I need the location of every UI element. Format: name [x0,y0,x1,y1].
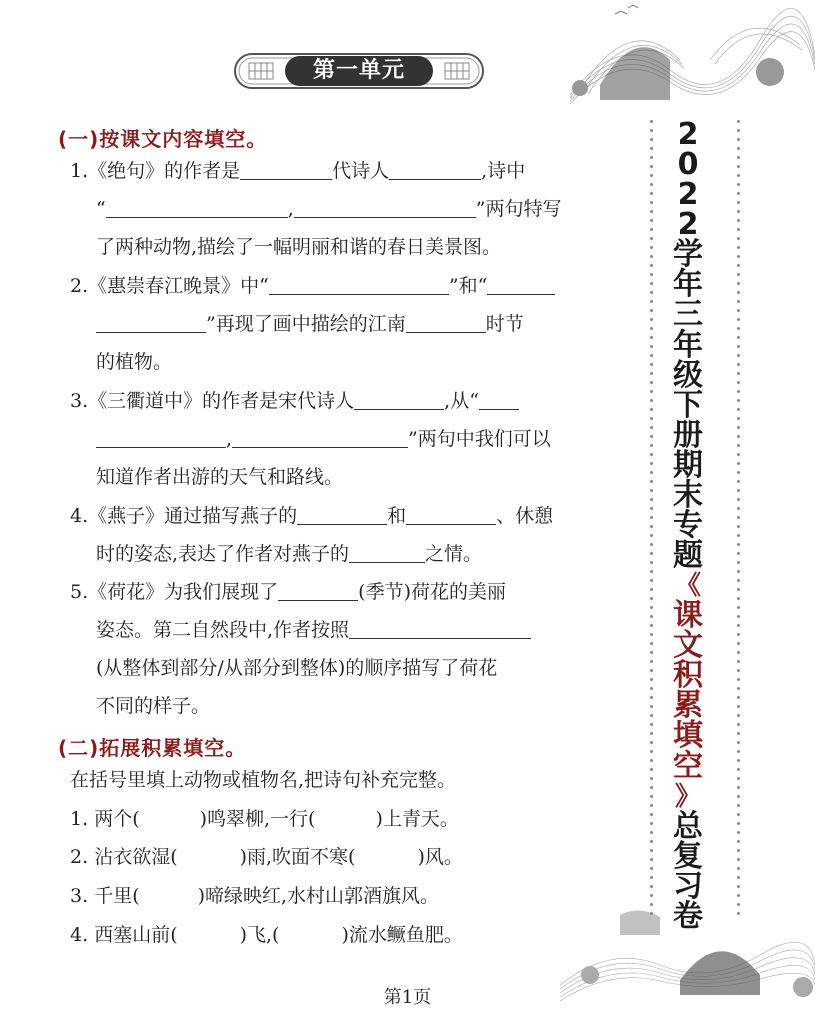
question-text: 《三衢道中》的作者是宋代诗人 [88,390,355,412]
answer-blank[interactable] [354,389,444,410]
rail-dot [737,678,740,681]
rail-dot [737,561,740,564]
rail-dot [737,138,740,141]
question-text: 姿态。第二自然段中,作者按照 [96,619,350,641]
rail-dot [737,165,740,168]
rail-dot [650,120,653,123]
dotted-rail-left [650,120,654,940]
rail-dot [650,480,653,483]
rail-dot [737,651,740,654]
rail-dot [650,318,653,321]
rail-dot [650,516,653,519]
poem-text: )啼绿映红,水村山郭酒旗风。 [197,885,440,907]
question-text: 了两种动物,描绘了一幅明丽和谐的春日美景图。 [96,236,502,258]
rail-dot [650,192,653,195]
vertical-title-char: 填 [673,718,703,754]
question-text: ”两句特写 [475,198,562,220]
rail-dot [650,534,653,537]
rail-dot [650,156,653,159]
rail-dot [650,552,653,555]
answer-blank[interactable] [106,197,288,218]
rail-dot [737,237,740,240]
rail-dot [650,642,653,645]
landscape-decoration-top [560,0,815,110]
rail-dot [737,633,740,636]
poem-text: )上青天。 [375,808,459,830]
rail-dot [737,354,740,357]
rail-dot [737,399,740,402]
rail-dot [650,669,653,672]
rail-dot [737,390,740,393]
rail-dot [737,516,740,519]
rail-dot [737,201,740,204]
rail-dot [650,696,653,699]
rail-dot [650,705,653,708]
rail-dot [737,804,740,807]
answer-blank[interactable] [294,197,476,218]
rail-dot [737,624,740,627]
rail-dot [737,903,740,906]
rail-dot [737,696,740,699]
rail-dot [650,174,653,177]
poem-item-1 [70,806,459,832]
rail-dot [737,120,740,123]
rail-dot [650,219,653,222]
question-text: ”和“ [448,275,488,297]
rail-dot [737,588,740,591]
question-3-line-3 [96,464,343,490]
question-text: , [226,428,233,450]
poem-text: )飞,( [239,924,280,946]
vertical-title-char: 《 [674,571,701,602]
question-2-line-1 [70,273,555,299]
rail-dot [650,606,653,609]
answer-blank[interactable] [349,618,531,639]
rail-dot [650,786,653,789]
poem-text: )雨,吹面不寒( [239,846,356,868]
vertical-title-char: 专 [673,507,703,543]
question-4-line-2 [96,541,482,567]
question-text: 知道作者出游的天气和路线。 [96,466,344,488]
rail-dot [650,813,653,816]
rail-dot [650,561,653,564]
rail-dot [737,687,740,690]
answer-blank[interactable] [232,427,408,448]
vertical-title-char: 》 [674,781,701,812]
section-2-instruction: 在括号里填上动物或植物名,把诗句补充完整。 [70,769,457,791]
poem-text: )风。 [417,846,463,868]
rail-dot [650,345,653,348]
rail-dot [737,426,740,429]
rail-dot [650,498,653,501]
vertical-title-char: 2 [677,207,699,243]
rail-dot [650,651,653,654]
question-5-line-4 [96,693,210,719]
rail-dot [650,354,653,357]
poem-text: 西塞山前( [94,924,178,946]
rail-dot [737,147,740,150]
rail-dot [650,390,653,393]
rail-dot [737,372,740,375]
rail-dot [737,219,740,222]
poem-text: 两个( [94,808,140,830]
rail-dot [737,768,740,771]
rail-dot [737,867,740,870]
vertical-series-title [666,118,710,933]
rail-dot [650,615,653,618]
rail-dot [737,129,740,132]
rail-dot [650,309,653,312]
rail-dot [650,624,653,627]
rail-dot [650,426,653,429]
question-text: 的植物。 [96,351,173,373]
rail-dot [737,435,740,438]
rail-dot [737,255,740,258]
vertical-title-char: 期 [673,447,703,483]
rail-dot [650,732,653,735]
answer-blank[interactable] [297,504,387,525]
rail-dot [650,885,653,888]
rail-dot [650,408,653,411]
question-text: 时的姿态,表达了作者对燕子的 [96,543,350,565]
vertical-title-char: 文 [673,628,703,664]
question-text: 代诗人 [332,160,390,182]
answer-blank[interactable] [96,312,206,333]
rail-dot [737,606,740,609]
rail-dot [737,327,740,330]
question-number: 1. [70,160,89,182]
rail-dot [737,831,740,834]
rail-dot [650,903,653,906]
rail-dot [737,741,740,744]
rail-dot [650,687,653,690]
answer-blank[interactable] [389,159,481,180]
unit-banner [233,51,485,91]
rail-dot [737,471,740,474]
question-text: , [287,198,294,220]
vertical-title-char: 题 [673,538,703,574]
rail-dot [737,849,740,852]
rail-dot [650,543,653,546]
rail-dot [737,570,740,573]
rail-dot [737,408,740,411]
question-number: 4. [70,924,89,946]
answer-blank[interactable] [349,542,425,563]
rail-dot [737,669,740,672]
rail-dot [650,579,653,582]
rail-dot [650,327,653,330]
question-text: 《荷花》为我们展现了 [88,581,279,603]
section-heading-extended-practice: (二)拓展积累填空。 [58,736,247,760]
rail-dot [650,372,653,375]
rail-dot [737,705,740,708]
question-3-line-1 [70,388,519,414]
question-5-line-1 [70,579,506,605]
question-text: ”再现了画中描绘的江南 [206,313,406,335]
question-1-line-1 [70,158,525,184]
vertical-title-char: 年 [673,267,703,303]
vertical-title-char: 级 [673,357,703,393]
rail-dot [737,534,740,537]
question-number: 2. [70,846,89,868]
rail-dot [737,156,740,159]
rail-dot [650,741,653,744]
rail-dot [737,174,740,177]
rail-dot [650,246,653,249]
rail-dot [737,489,740,492]
rail-dot [650,336,653,339]
question-number: 5. [70,581,89,603]
question-text: 、休憩 [496,505,554,527]
rail-dot [737,210,740,213]
rail-dot [650,363,653,366]
rail-dot [650,867,653,870]
question-text: 《绝句》的作者是 [88,160,241,182]
rail-dot [737,525,740,528]
answer-blank[interactable] [406,504,496,525]
unit-title: 第一单元 [312,58,405,83]
rail-dot [737,723,740,726]
rail-dot [737,750,740,753]
rail-dot [737,552,740,555]
rail-dot [650,210,653,213]
answer-blank[interactable] [487,274,555,295]
question-1-line-3 [96,234,501,260]
rail-dot [650,894,653,897]
vertical-title-char: 累 [673,688,703,724]
rail-dot [737,543,740,546]
rail-dot [650,525,653,528]
answer-blank[interactable] [479,389,519,410]
rail-dot [650,714,653,717]
rail-dot [650,489,653,492]
rail-dot [737,291,740,294]
rail-dot [737,498,740,501]
rail-dot [650,777,653,780]
rail-dot [650,228,653,231]
rail-dot [650,858,653,861]
question-text: 《惠崇春江晚景》中“ [88,275,269,297]
question-text: 之情。 [425,543,483,565]
rail-dot [650,138,653,141]
rail-dot [650,417,653,420]
poem-text: 千里( [94,885,140,907]
question-1-line-2 [96,196,561,222]
rail-dot [737,615,740,618]
rail-dot [650,840,653,843]
section-heading-fill-by-text: (一)按课文内容填空。 [58,127,268,151]
rail-dot [737,786,740,789]
question-2-line-2 [96,311,524,337]
rail-dot [650,435,653,438]
rail-dot [650,129,653,132]
rail-dot [650,255,653,258]
rail-dot [737,309,740,312]
page-number: 第1页 [383,987,432,1008]
rail-dot [650,588,653,591]
question-2-line-3 [96,349,172,375]
rail-dot [650,912,653,915]
poem-text: 沾衣欲湿( [94,846,178,868]
poem-item-4 [70,922,463,948]
rail-dot [737,732,740,735]
rail-dot [650,876,653,879]
rail-dot [650,750,653,753]
vertical-title-char: 空 [673,748,703,784]
rail-dot [737,273,740,276]
rail-dot [737,345,740,348]
question-3-line-2 [96,426,551,452]
rail-dot [650,282,653,285]
vertical-title-char: 下 [673,387,703,423]
rail-dot [650,273,653,276]
poem-text: )鸣翠柳,一行( [199,808,316,830]
rail-dot [737,912,740,915]
rail-dot [650,795,653,798]
vertical-title-char: 三 [673,297,703,333]
rail-dot [650,633,653,636]
vertical-title-char: 册 [673,417,703,453]
rail-dot [737,318,740,321]
poem-text: )流水鳜鱼肥。 [341,924,463,946]
rail-dot [650,291,653,294]
rail-dot [737,885,740,888]
question-5-line-3 [96,655,497,681]
rail-dot [737,282,740,285]
question-text: (从整体到部分/从部分到整体)的顺序描写了荷花 [96,657,498,679]
rail-dot [737,192,740,195]
vertical-title-char: 积 [673,658,703,694]
rail-dot [737,795,740,798]
rail-dot [737,894,740,897]
vertical-title-char: 学 [673,237,703,273]
rail-dot [737,777,740,780]
rail-dot [737,300,740,303]
rail-dot [650,723,653,726]
rail-dot [737,264,740,267]
rail-dot [737,579,740,582]
rail-dot [650,237,653,240]
rail-dot [737,246,740,249]
poem-item-3 [70,883,439,909]
rail-dot [650,597,653,600]
question-text: (季节)荷花的美丽 [358,581,506,603]
question-number: 3. [70,390,89,412]
question-5-line-2 [96,617,531,643]
rail-dot [737,228,740,231]
rail-dot [650,471,653,474]
rail-dot [737,858,740,861]
rail-dot [737,462,740,465]
rail-dot [737,822,740,825]
question-text: ”两句中我们可以 [408,428,551,450]
rail-dot [737,417,740,420]
answer-blank[interactable] [269,274,449,295]
vertical-title-char: 复 [673,838,703,874]
answer-blank[interactable] [96,427,226,448]
rail-dot [650,264,653,267]
rail-dot [737,597,740,600]
rail-dot [737,453,740,456]
poem-item-2 [70,844,463,870]
rail-dot [737,507,740,510]
rail-dot [737,183,740,186]
rail-dot [737,444,740,447]
rail-dot [737,381,740,384]
question-text: “ [96,198,106,220]
rail-dot [650,381,653,384]
question-text: 时节 [485,313,524,335]
vertical-title-char: 年 [673,327,703,363]
question-text: ,诗中 [481,160,526,182]
rail-dot [737,660,740,663]
vertical-title-char: 2 [677,117,699,152]
rail-dot [650,201,653,204]
rail-dot [650,444,653,447]
question-number: 2. [70,275,89,297]
rail-dot [650,759,653,762]
vertical-title-char: 0 [677,147,699,183]
dotted-rail-right [737,120,741,940]
rail-dot [737,480,740,483]
rail-dot [737,363,740,366]
answer-blank[interactable] [278,580,358,601]
vertical-title-char: 总 [673,808,703,844]
rail-dot [650,300,653,303]
rail-dot [650,849,653,852]
rail-dot [650,804,653,807]
rail-dot [737,642,740,645]
rail-dot [737,840,740,843]
rail-dot [737,336,740,339]
rail-dot [650,462,653,465]
rail-dot [650,399,653,402]
rail-dot [650,507,653,510]
vertical-title-char: 卷 [673,898,703,934]
answer-blank[interactable] [406,312,486,333]
vertical-title-char: 2 [677,177,699,213]
rail-dot [650,678,653,681]
rail-dot [737,876,740,879]
rail-dot [650,831,653,834]
rail-dot [737,759,740,762]
vertical-title-char: 课 [673,598,703,634]
rail-dot [737,813,740,816]
vertical-title-char: 末 [673,477,703,513]
rail-dot [650,570,653,573]
rail-dot [650,453,653,456]
rail-dot [650,660,653,663]
rail-dot [650,183,653,186]
rail-dot [650,165,653,168]
question-text: 和 [387,505,407,527]
rail-dot [650,147,653,150]
question-text: 《燕子》通过描写燕子的 [88,505,298,527]
rail-dot [650,822,653,825]
vertical-title-char: 习 [673,868,703,904]
rail-dot [650,768,653,771]
rail-dot [737,714,740,717]
question-number: 3. [70,885,89,907]
question-number: 4. [70,505,89,527]
answer-blank[interactable] [240,159,332,180]
question-number: 1. [70,808,89,830]
question-text: ,从“ [444,390,479,412]
question-text: 不同的样子。 [96,695,211,717]
question-4-line-1 [70,503,553,529]
